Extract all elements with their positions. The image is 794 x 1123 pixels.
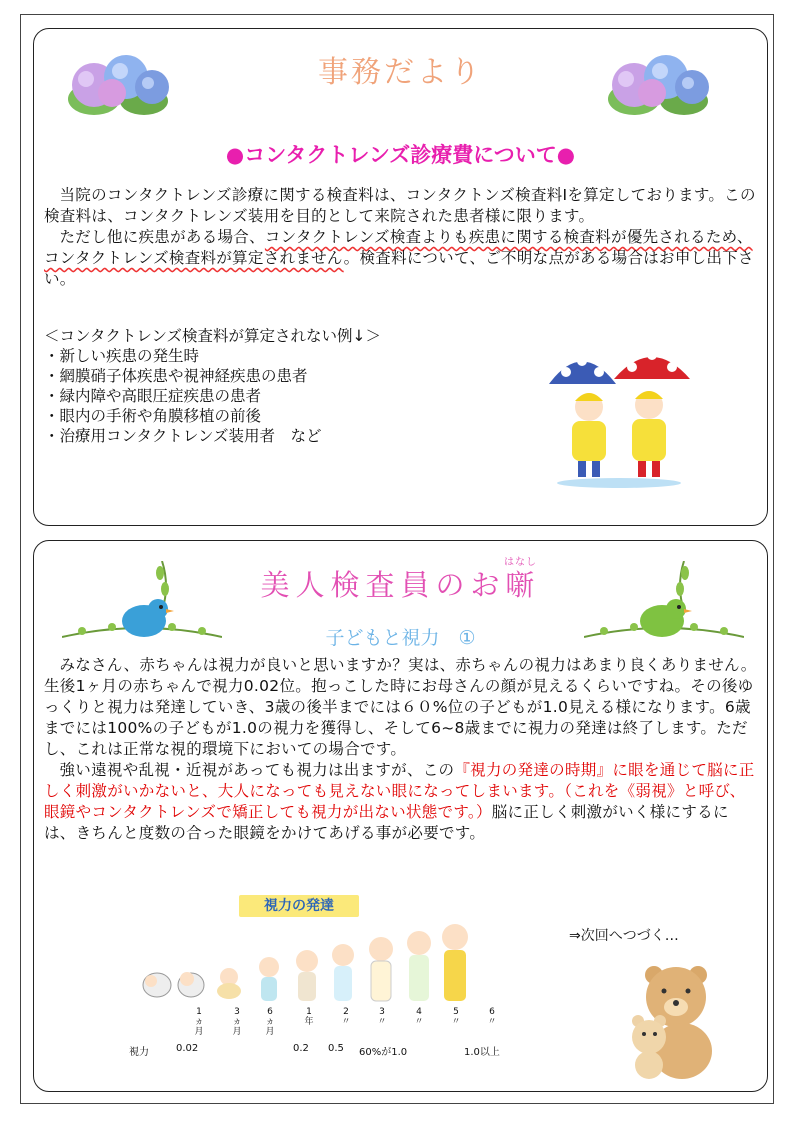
paragraph: 当院のコンタクトレンズ診療に関する検査料は、コンタクトンズ検査料Ⅰを算定しております。この検査料は、コンタクトレンズ装用を目的として来院された患者様に限ります。 <box>44 186 756 225</box>
text-span: 強い遠視や乱視・近視があっても視力は出ますが、この <box>59 761 455 779</box>
red-emphasis-text: 『視力の発達の時期』に眼を通じて脳に正しく刺激がいかないと、大人になっても見えない眼になってしまいます。（これを《弱視》と呼び、眼鏡やコンタクトレンズで矯正しても視力が出ない状態です。） <box>44 761 755 821</box>
figure-title: 視力の発達 <box>239 895 359 917</box>
to-be-continued: ⇒次回へつづく… <box>569 928 679 944</box>
list-title: ＜コンタクトレンズ検査料が算定されない例↓＞ <box>44 327 382 345</box>
ruby-reading: はなし <box>504 557 537 568</box>
vision-explanation <box>44 655 759 844</box>
exclusion-list <box>44 326 381 446</box>
age-label: 4〃 <box>414 1007 424 1027</box>
kids-umbrellas-illustration <box>544 339 694 489</box>
children-growth-illustration <box>129 915 489 1005</box>
age-label: 2〃 <box>341 1007 351 1027</box>
list-item: ・網膜硝子体疾患や視神経疾患の患者 <box>44 367 308 385</box>
paragraph <box>44 760 759 844</box>
bears-illustration <box>624 961 724 1081</box>
age-label: 1年 <box>304 1007 314 1027</box>
office-news-panel <box>33 28 768 526</box>
wavy-underlined-text: コンタクトレンズ検査よりも疾患に関する検査料が優先されるため、コンタクトレンズ検査料が算定されません <box>44 228 753 267</box>
vision-label: 視力 <box>129 1047 149 1058</box>
subtitle: 子どもと視力 ① <box>325 627 476 649</box>
list-item: ・緑内障や高眼圧症疾患の患者 <box>44 387 262 405</box>
vision-story-panel <box>33 540 768 1092</box>
vision-value: 1.0以上 <box>464 1047 500 1058</box>
hydrangea-right-icon <box>604 47 714 117</box>
vision-development-figure <box>129 885 529 1065</box>
text-span: 脳に正しく刺激がいく様にするには、きちんと度数の合った眼鏡をかけてあげる事が必要です。 <box>44 803 729 842</box>
vision-value: 0.02 <box>176 1043 199 1054</box>
vision-value: 0.2 <box>293 1043 309 1054</box>
text-span: 。検査料について、ご不明な点がある場合はお申し出下さい。 <box>44 249 754 288</box>
age-label: 6ヵ月 <box>265 1007 275 1037</box>
age-label: 1ヵ月 <box>194 1007 204 1037</box>
list-item: ・新しい疾患の発生時 <box>44 347 200 365</box>
vision-value: 60%が1.0 <box>359 1047 408 1058</box>
paragraph: みなさん、赤ちゃんは視力が良いと思いますか？実は、赤ちゃんの視力はあまり良くありません。生後1ヶ月の赤ちゃんで視力0.02位。抱っこした時にお母さんの顔が見えるくらいですね。その後ゆっくりと視力は発達していき、3歳の後半までには６０%位の子どもが1.0見える様になります。6歳までには100%の子どもが1.0の視力を獲得し、そして6~8歳までに視力の発達は終了します。ただし、これは正常な視的環境下においての場合です。 <box>44 656 757 758</box>
age-label: 5〃 <box>451 1007 461 1027</box>
vision-value: 0.5 <box>328 1043 344 1054</box>
age-label: 6〃 <box>487 1007 497 1027</box>
contact-lens-fee-heading: ●コンタクトレンズ診療費について● <box>225 143 576 167</box>
age-label: 3ヵ月 <box>232 1007 242 1037</box>
section-title: 美人検査員のお噺 <box>260 568 541 602</box>
list-item: ・眼内の手術や角膜移植の前後 <box>44 407 262 425</box>
section-title: 事務だより <box>318 55 483 90</box>
fee-explanation <box>44 185 759 290</box>
list-item: ・治療用コンタクトレンズ装用者 など <box>44 427 322 445</box>
text-span: ただし他に疾患がある場合、 <box>59 228 265 246</box>
paragraph <box>44 227 759 290</box>
age-label: 3〃 <box>377 1007 387 1027</box>
